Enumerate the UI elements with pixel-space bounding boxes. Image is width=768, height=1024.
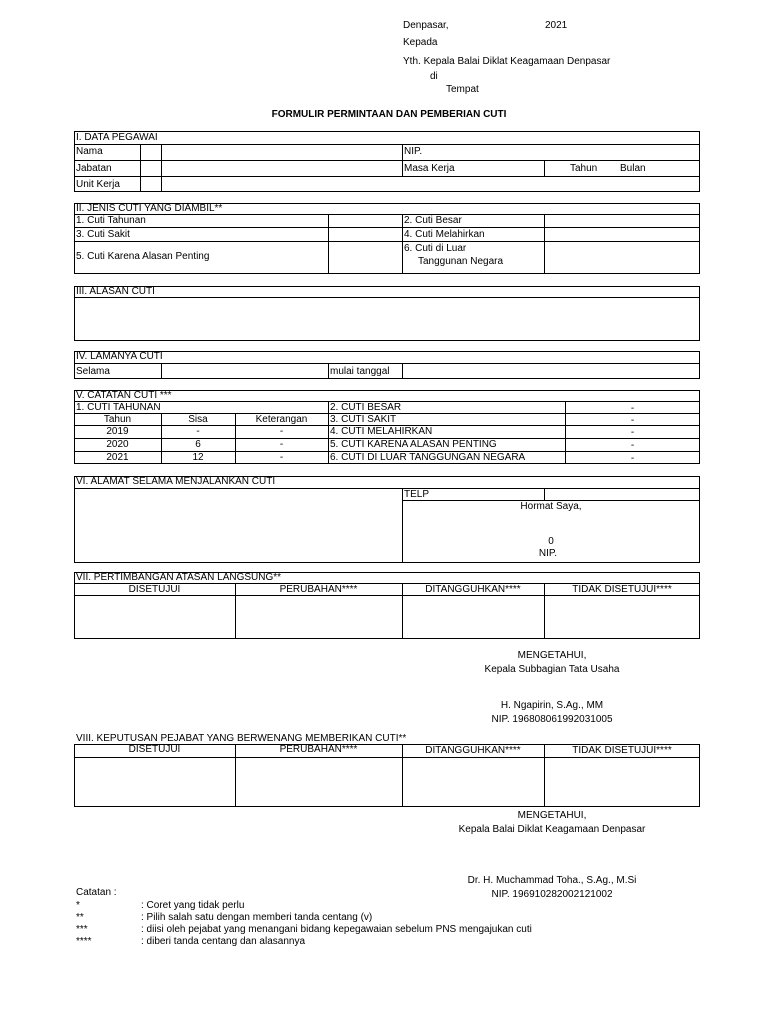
section-data-pegawai — [74, 131, 700, 192]
s2-item-5: 5. Cuti Karena Alasan Penting — [76, 251, 210, 262]
s5-col-keterangan: Keterangan — [255, 414, 308, 425]
s5-row-3-tahun: 2021 — [106, 452, 129, 463]
s5-row-3-sisa: 12 — [192, 452, 204, 463]
s3-heading: III. ALASAN CUTI — [76, 286, 155, 297]
s2-item-3: 3. Cuti Sakit — [76, 229, 130, 240]
s5-right-1-label: 2. CUTI BESAR — [330, 402, 402, 413]
s5-heading: V. CATATAN CUTI *** — [76, 390, 172, 401]
sig1-role: Kepala Subbagian Tata Usaha — [484, 664, 620, 675]
s7-col-ditangguhkan: DITANGGUHKAN**** — [425, 584, 521, 595]
note-1-mark: * — [76, 900, 80, 911]
note-2-mark: ** — [76, 912, 84, 923]
note-4-mark: **** — [76, 936, 92, 947]
s6-heading: VI. ALAMAT SELAMA MENJALANKAN CUTI — [76, 476, 276, 487]
s8-col-perubahan: PERUBAHAN**** — [279, 744, 358, 755]
s6-zero: 0 — [548, 536, 554, 547]
s4-mulai-label: mulai tanggal — [330, 366, 390, 377]
note-3-text: : diisi oleh pejabat yang menangani bidang kepegawaian sebelum PNS mengajukan cuti — [141, 924, 532, 935]
header-to: Kepada — [403, 37, 438, 48]
s5-right-3-val: - — [630, 427, 635, 438]
sig1-name: H. Ngapirin, S.Ag., MM — [500, 700, 604, 711]
header-year: 2021 — [545, 20, 568, 31]
s2-item-6: 6. Cuti di Luar — [404, 243, 467, 254]
s8-col-ditangguhkan: DITANGGUHKAN**** — [425, 745, 521, 756]
s8-heading: VIII. KEPUTUSAN PEJABAT YANG BERWENANG MEMBERIKAN CUTI** — [76, 733, 407, 744]
s5-row-2-tahun: 2020 — [106, 439, 129, 450]
header-recipient: Yth. Kepala Balai Diklat Keagamaan Denpasar — [403, 56, 611, 67]
s6-nip: NIP. — [538, 548, 558, 559]
header-city: Denpasar, — [403, 20, 449, 31]
s7-heading: VII. PERTIMBANGAN ATASAN LANGSUNG** — [76, 572, 282, 583]
s1-tahun-label: Tahun — [570, 163, 598, 174]
s1-jabatan-label: Jabatan — [76, 163, 112, 174]
s4-heading: IV. LAMANYA CUTI — [76, 351, 163, 362]
s5-right-5-val: - — [630, 453, 635, 464]
s2-item-2: 2. Cuti Besar — [404, 215, 462, 226]
note-1-text: : Coret yang tidak perlu — [141, 900, 245, 911]
s1-heading: I. DATA PEGAWAI — [76, 132, 158, 143]
s1-nama-label: Nama — [76, 146, 103, 157]
s1-nip-label: NIP. — [404, 146, 423, 157]
sig1-know: MENGETAHUI, — [517, 650, 587, 661]
s1-unit-label: Unit Kerja — [76, 179, 120, 190]
s5-right-2-val: - — [630, 415, 635, 426]
section-alasan-cuti — [74, 286, 700, 341]
s2-item-4: 4. Cuti Melahirkan — [404, 229, 485, 240]
sig1-nip: NIP. 196808061992031005 — [491, 714, 613, 725]
s2-item-6b: Tanggunan Negara — [418, 256, 504, 267]
s5-right-4-val: - — [630, 440, 635, 451]
note-3-mark: *** — [76, 924, 88, 935]
s5-col-sisa: Sisa — [188, 414, 208, 425]
s5-right-4-label: 5. CUTI KARENA ALASAN PENTING — [330, 439, 497, 450]
header-at: di — [430, 71, 438, 82]
note-2-text: : Pilih salah satu dengan memberi tanda centang (v) — [141, 912, 373, 923]
sig2-role: Kepala Balai Diklat Keagamaan Denpasar — [458, 824, 646, 835]
s2-heading: II. JENIS CUTI YANG DIAMBIL** — [76, 203, 223, 214]
s1-bulan-label: Bulan — [620, 163, 646, 174]
s4-selama-label: Selama — [76, 366, 110, 377]
note-4-text: : diberi tanda centang dan alasannya — [141, 936, 306, 947]
s5-right-2-label: 3. CUTI SAKIT — [330, 414, 397, 425]
s5-row-2-ket: - — [279, 439, 284, 450]
s7-col-disetujui: DISETUJUI — [128, 584, 181, 595]
s5-left-heading: 1. CUTI TAHUNAN — [76, 402, 161, 413]
s5-right-5-label: 6. CUTI DI LUAR TANGGUNGAN NEGARA — [330, 452, 526, 463]
sig2-know: MENGETAHUI, — [517, 810, 587, 821]
s5-row-3-ket: - — [279, 452, 284, 463]
s5-row-1-sisa: - — [196, 426, 200, 437]
header-place: Tempat — [446, 84, 479, 95]
notes-heading: Catatan : — [76, 887, 117, 898]
s2-item-1: 1. Cuti Tahunan — [76, 215, 146, 226]
s5-right-1-val: - — [630, 403, 635, 414]
s7-col-tidak-disetujui: TIDAK DISETUJUI**** — [572, 584, 672, 595]
s8-col-disetujui: DISETUJUI — [128, 744, 181, 755]
s5-row-1-ket: - — [279, 426, 284, 437]
sig2-nip: NIP. 196910282002121002 — [491, 889, 613, 900]
s5-right-3-label: 4. CUTI MELAHIRKAN — [330, 426, 433, 437]
s8-col-tidak-disetujui: TIDAK DISETUJUI**** — [572, 745, 672, 756]
s5-row-2-sisa: 6 — [195, 439, 201, 450]
sig2-name: Dr. H. Muchammad Toha., S.Ag., M.Si — [467, 875, 637, 886]
s7-col-perubahan: PERUBAHAN**** — [279, 584, 358, 595]
s1-masa-label: Masa Kerja — [404, 163, 455, 174]
form-title: FORMULIR PERMINTAAN DAN PEMBERIAN CUTI — [271, 109, 507, 120]
s5-row-1-tahun: 2019 — [106, 426, 129, 437]
s6-telp-label: TELP — [404, 489, 430, 500]
s6-hormat: Hormat Saya, — [520, 501, 582, 512]
s5-col-tahun: Tahun — [103, 414, 132, 425]
